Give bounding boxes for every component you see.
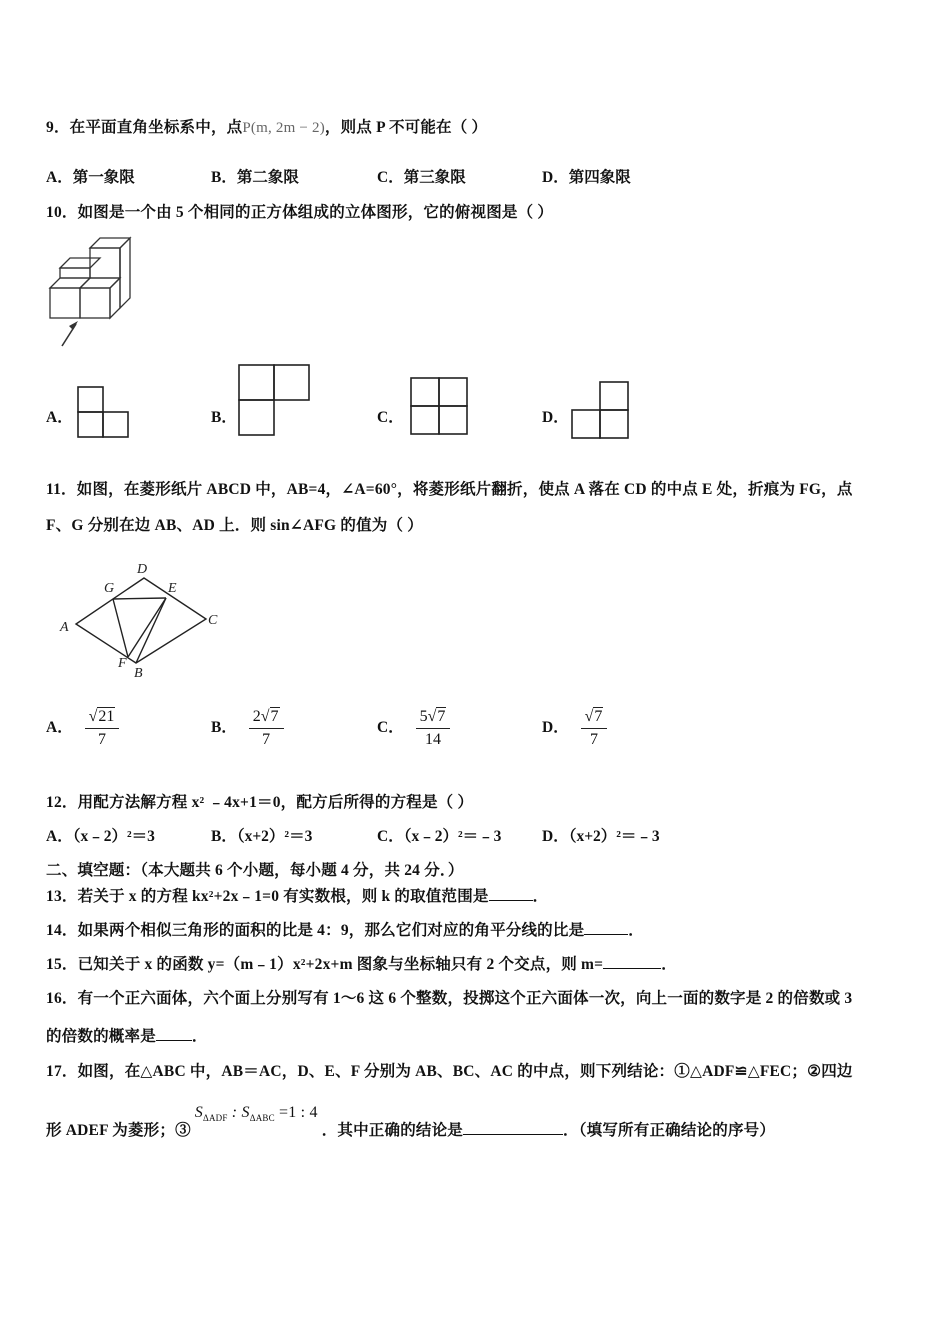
q11-option-d[interactable]: D． $\frac{√7}{7}$ bbox=[542, 708, 607, 749]
q10-option-b-figure bbox=[237, 363, 313, 439]
q16-answer-blank[interactable] bbox=[156, 1028, 192, 1041]
q10-stem: 10．如图是一个由 5 个相同的正方体组成的立体图形，它的俯视图是（ ） bbox=[46, 204, 554, 221]
q11-stem-line1: 11．如图，在菱形纸片 ABCD 中，AB=4，∠A=60°，将菱形纸片翻折，使点 A 落在 CD 的中点 E 处，折痕为 FG，点 bbox=[46, 481, 853, 498]
q17-answer-blank[interactable] bbox=[463, 1122, 563, 1135]
q14: 14．如果两个相似三角形的面积的比是 4：9，那么它们对应的角平分线的比是 ． bbox=[46, 922, 644, 939]
q11-option-a-fraction: $\frac{√21}{7}$ bbox=[85, 708, 120, 749]
q12-option-a[interactable]: A．（x﹣2）²＝3 bbox=[46, 828, 155, 845]
q9-point-formula: P(m, 2m − 2) bbox=[242, 120, 325, 136]
q10-option-d[interactable]: D． bbox=[542, 409, 569, 426]
q15: 15．已知关于 x 的函数 y=（m﹣1）x²+2x+m 图象与坐标轴只有 2 个交点，则 m= ． bbox=[46, 956, 677, 973]
q11-label-c: C bbox=[208, 613, 218, 628]
q15-answer-blank[interactable] bbox=[603, 956, 661, 969]
q12-option-d[interactable]: D．（x+2）²＝﹣3 bbox=[542, 828, 660, 845]
q10-option-c-figure bbox=[408, 375, 472, 439]
q10-option-a[interactable]: A． bbox=[46, 409, 73, 426]
q17-line2: 形 ADEF 为菱形；$③S_{\Delta ADF}$ : $S_{\Delta ABC} =1$ : 4．其中正确的结论是 ．（填写所有正确结论的序号） bbox=[46, 1104, 776, 1139]
q11-label-a: A bbox=[60, 620, 69, 635]
q9-option-d[interactable]: D．第四象限 bbox=[542, 169, 631, 186]
q11-label-e: E bbox=[168, 581, 177, 596]
q13: 13．若关于 x 的方程 kx²+2x﹣1=0 有实数根，则 k 的取值范围是 ． bbox=[46, 888, 549, 905]
q11-option-d-fraction: $\frac{√7}{7}$ bbox=[581, 708, 608, 749]
section-2-title: 二、填空题：（本大题共 6 个小题，每小题 4 分，共 24 分．） bbox=[46, 862, 464, 879]
q11-option-b[interactable]: B． $\frac{2√7}{7}$ bbox=[211, 708, 284, 749]
q17-line1: 17．如图，在△ABC 中，AB＝AC，D、E、F 分别为 AB、BC、AC 的中点，则下列结论：①△ADF≌△FEC；②四边 bbox=[46, 1063, 853, 1080]
q11-option-b-fraction: $\frac{2√7}{7}$ bbox=[249, 708, 284, 749]
q10-option-d-figure bbox=[570, 380, 632, 442]
q11-label-d: D bbox=[137, 562, 148, 577]
q10-cube-figure bbox=[44, 234, 134, 352]
q13-answer-blank[interactable] bbox=[489, 888, 533, 901]
q10-option-a-figure bbox=[76, 385, 132, 441]
q11-label-f: F bbox=[118, 656, 127, 671]
q11-stem-line2: F、G 分别在边 AB、AD 上．则 sin∠AFG 的值为（ ） bbox=[46, 517, 423, 534]
q16-line2: 的倍数的概率是 ． bbox=[46, 1028, 208, 1045]
q10-option-b[interactable]: B． bbox=[211, 409, 237, 426]
q11-label-b: B bbox=[134, 666, 143, 681]
q9-stem: 9．在平面直角坐标系中，点P(m, 2m − 2)，则点 P 不可能在（ ） bbox=[46, 119, 488, 136]
q9-option-b[interactable]: B．第二象限 bbox=[211, 169, 299, 186]
q16-line1: 16．有一个正六面体，六个面上分别写有 1～6 这 6 个整数，投掷这个正六面体一次，向上一面的数字是 2 的倍数或 3 bbox=[46, 990, 853, 1007]
q14-answer-blank[interactable] bbox=[584, 922, 628, 935]
q10-option-c[interactable]: C． bbox=[377, 409, 404, 426]
q11-option-c[interactable]: C． $\frac{5√7}{14}$ bbox=[377, 708, 450, 749]
q17-area-ratio: $S_{\Delta ADF}$ : $S_{\Delta ABC} =1$ : 4 bbox=[194, 1104, 318, 1124]
q12-option-c[interactable]: C．（x﹣2）²＝﹣3 bbox=[377, 828, 502, 845]
q11-option-a[interactable]: A． $\frac{√21}{7}$ bbox=[46, 708, 119, 749]
q11-rhombus-figure bbox=[58, 558, 228, 682]
q12-stem: 12．用配方法解方程 x² ﹣4x+1＝0，配方后所得的方程是（ ） bbox=[46, 794, 474, 811]
q9-option-a[interactable]: A．第一象限 bbox=[46, 169, 135, 186]
q9-option-c[interactable]: C．第三象限 bbox=[377, 169, 466, 186]
q11-option-c-fraction: $\frac{5√7}{14}$ bbox=[416, 708, 451, 749]
q12-option-b[interactable]: B．（x+2）²＝3 bbox=[211, 828, 313, 845]
q11-label-g: G bbox=[104, 581, 115, 596]
